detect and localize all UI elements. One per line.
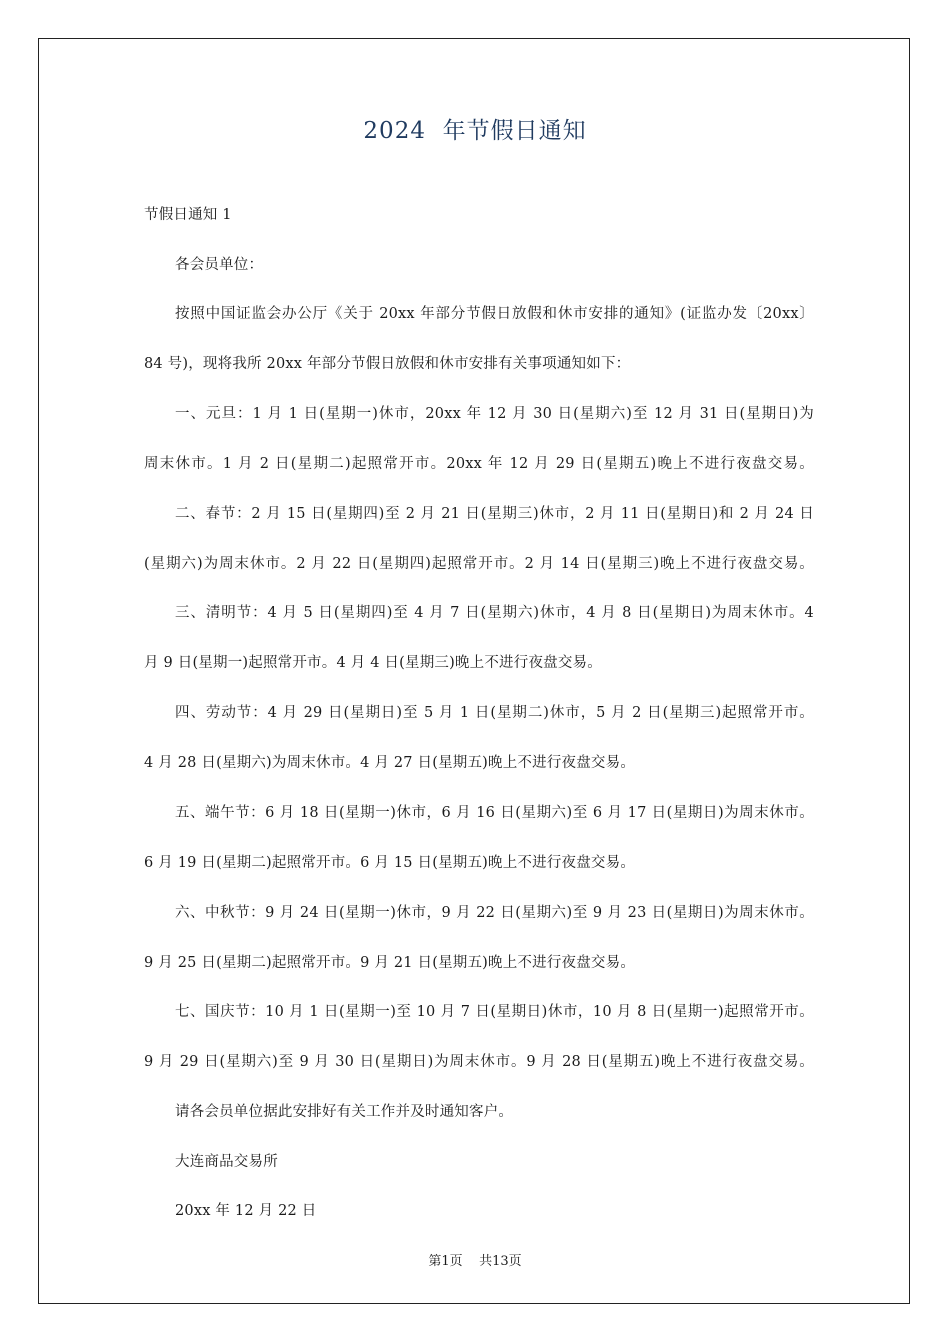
issuer-signature: 大连商品交易所	[175, 1154, 278, 1170]
holiday-spring-festival-line-1: 二、春节：2 月 15 日(星期四)至 2 月 21 日(星期三)休市，2 月 11 日(星期日)和 2 月 24 日	[175, 506, 814, 522]
issue-date: 20xx 年 12 月 22 日	[175, 1203, 317, 1219]
page-number-footer: 第1页 共13页	[428, 1254, 522, 1269]
holiday-labor-day-line-2: 4 月 28 日(星期六)为周末休市。4 月 27 日(星期五)晚上不进行夜盘交易。	[144, 755, 636, 771]
holiday-new-year-line-1: 一、元旦：1 月 1 日(星期一)休市，20xx 年 12 月 30 日(星期六)至 12 月 31 日(星期日)为	[175, 406, 814, 422]
holiday-dragon-boat-line-1: 五、端午节：6 月 18 日(星期一)休市，6 月 16 日(星期六)至 6 月 17 日(星期日)为周末休市。	[175, 805, 814, 821]
salutation: 各会员单位：	[175, 257, 264, 273]
intro-line-2: 84 号)，现将我所 20xx 年部分节假日放假和休市安排有关事项通知如下：	[144, 356, 631, 372]
closing-remark: 请各会员单位据此安排好有关工作并及时通知客户。	[175, 1104, 514, 1120]
intro-line-1: 按照中国证监会办公厅《关于 20xx 年部分节假日放假和休市安排的通知》(证监办发〔20xx〕	[175, 306, 814, 322]
holiday-mid-autumn-line-1: 六、中秋节：9 月 24 日(星期一)休市，9 月 22 日(星期六)至 9 月 23 日(星期日)为周末休市。	[175, 905, 814, 921]
holiday-qingming-line-2: 月 9 日(星期一)起照常开市。4 月 4 日(星期三)晚上不进行夜盘交易。	[144, 655, 602, 671]
holiday-qingming-line-1: 三、清明节：4 月 5 日(星期四)至 4 月 7 日(星期六)休市，4 月 8 日(星期日)为周末休市。4	[175, 605, 814, 621]
notice-subtitle: 节假日通知 1	[144, 207, 232, 223]
holiday-mid-autumn-line-2: 9 月 25 日(星期二)起照常开市。9 月 21 日(星期五)晚上不进行夜盘交易。	[144, 955, 636, 971]
holiday-national-day-line-1: 七、国庆节：10 月 1 日(星期一)至 10 月 7 日(星期日)休市，10 月 8 日(星期一)起照常开市。	[175, 1004, 814, 1020]
holiday-labor-day-line-1: 四、劳动节：4 月 29 日(星期日)至 5 月 1 日(星期二)休市，5 月 2 日(星期三)起照常开市。	[175, 705, 814, 721]
holiday-new-year-line-2: 周末休市。1 月 2 日(星期二)起照常开市。20xx 年 12 月 29 日(星期五)晚上不进行夜盘交易。	[144, 456, 814, 472]
holiday-dragon-boat-line-2: 6 月 19 日(星期二)起照常开市。6 月 15 日(星期五)晚上不进行夜盘交易。	[144, 855, 636, 871]
holiday-national-day-line-2: 9 月 29 日(星期六)至 9 月 30 日(星期日)为周末休市。9 月 28 日(星期五)晚上不进行夜盘交易。	[144, 1054, 814, 1070]
holiday-spring-festival-line-2: (星期六)为周末休市。2 月 22 日(星期四)起照常开市。2 月 14 日(星期三)晚上不进行夜盘交易。	[144, 556, 814, 572]
document-title: 2024 年节假日通知	[363, 118, 587, 144]
